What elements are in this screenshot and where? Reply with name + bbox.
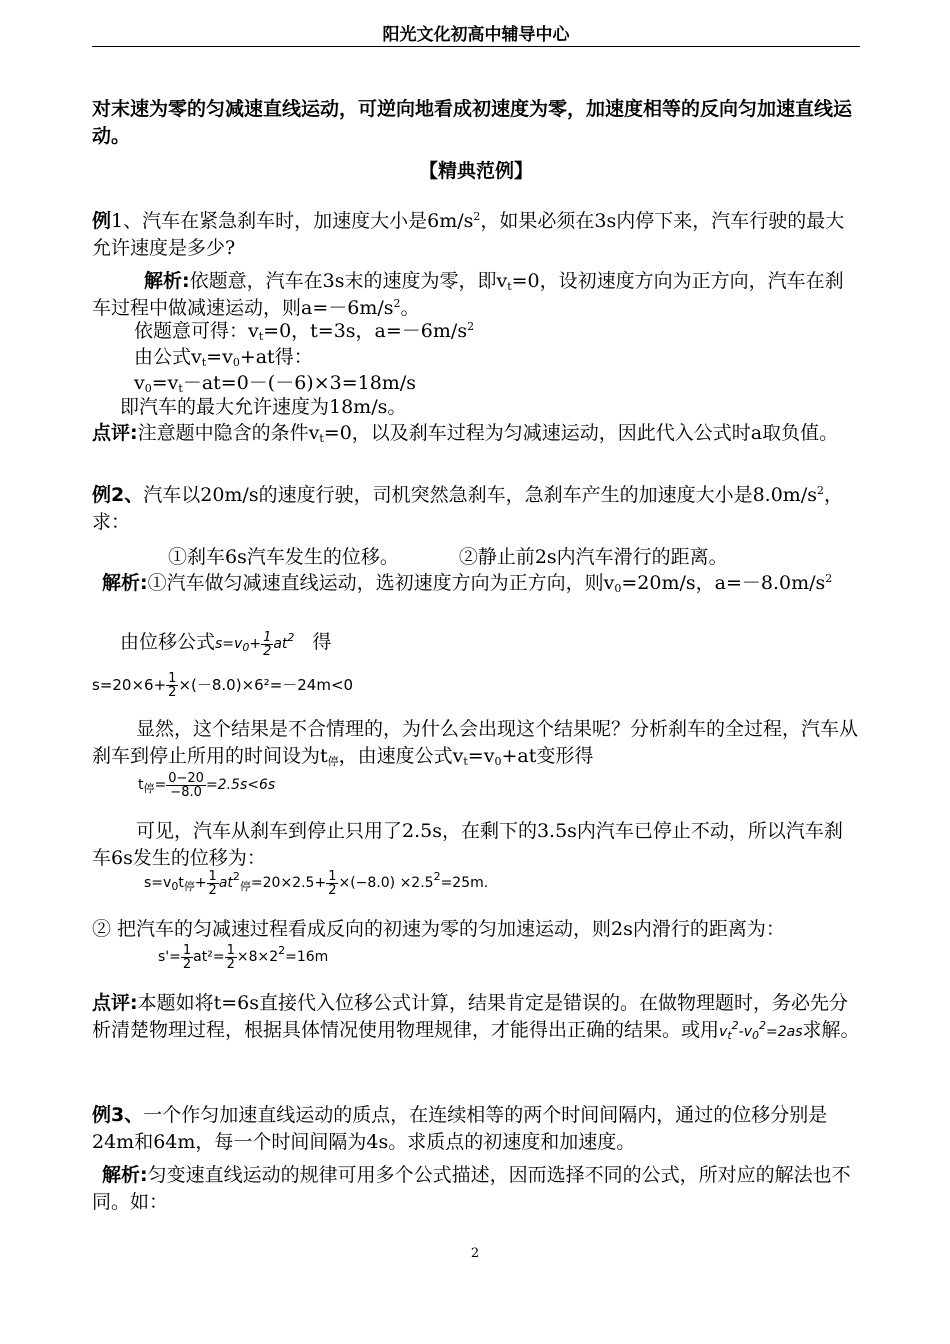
intro-paragraph: 对末速为零的匀减速直线运动，可逆向地看成初速度为零，加速度相等的反向匀加速直线运动。 bbox=[92, 98, 853, 147]
example-1-answer: 即汽车的最大允许速度为18m/s。 bbox=[120, 396, 407, 418]
example-1-label: 例 bbox=[92, 210, 112, 232]
example-2-paragraph-4: ② 把汽车的匀减速过程看成反向的初速为零的匀加速运动，则2s内滑行的距离为： bbox=[92, 918, 785, 940]
example-2-analysis: 显然，这个结果是不合情理的，为什么会出现这个结果呢？分析刹车的全过程，汽车从刹车到停止所用的时间设为$t_停$，由速度公式$v_t=v_0+at$变形得 bbox=[92, 718, 859, 768]
example-2-comment: 点评:本题如将t=6s直接代入位移公式计算，结果肯定是错误的。在做物理题时，务必先分析清楚物理过程，根据具体情况使用物理规律，才能得出正确的结果。或用$v_t^2-v_0^2=2as$求解。 bbox=[92, 992, 860, 1042]
example-1-solution: 解析:依题意，汽车在3s末的速度为零，即$v_t=0$，设初速度方向为正方向，汽车在刹车过程中做减速运动，则$a=-6m/s^2$。 bbox=[92, 270, 844, 319]
example-2-label: 例2、 bbox=[92, 484, 144, 506]
solution-label: 解析: bbox=[144, 270, 190, 292]
section-title: 【精典范例】 bbox=[418, 160, 533, 182]
equation-2: $t_停=$ $\frac{0-20}{-8.0}$ =2.5s<6s bbox=[138, 770, 276, 800]
displacement-formula-line: 由位移公式$s=v_0+$ $\frac{1}{2}$ $at^2$ 得 bbox=[120, 629, 332, 659]
example-3-label: 例3、 bbox=[92, 1104, 144, 1126]
example-2-question: 例2、汽车以20m/s的速度行驶，司机突然急刹车，急刹车产生的加速度大小是$8.0m/s^2$，求： bbox=[92, 484, 843, 533]
equation-4: s'= $\frac{1}{2}$ at²= $\frac{1}{2}$ $\times 8\times 2^2=16m$ bbox=[158, 942, 329, 972]
example-1-calculation: $v_0=v_t-at=0-(-6)\times 3=18m/s$ bbox=[134, 372, 416, 395]
example-2-subquestions bbox=[92, 544, 860, 571]
subquestion-1: ①刹车6s汽车发生的位移。 bbox=[168, 546, 399, 568]
comment-label: 点评: bbox=[92, 992, 138, 1014]
example-1-given: 依题意可得：$v_t=0$，t=3s，$a=-6m/s^2$ bbox=[134, 320, 475, 343]
displacement-formula: $s=v_0+$ $\frac{1}{2}$ $at^2$ bbox=[215, 629, 295, 659]
example-1-comment: 点评:注意题中隐含的条件$v_t=0$，以及刹车过程为匀减速运动，因此代入公式时a取负值。 bbox=[92, 422, 839, 445]
example-1-question: 例1、汽车在紧急刹车时，加速度大小是$6m/s^2$，如果必须在3s内停下来，汽车行驶的最大允许速度是多少? bbox=[92, 210, 845, 259]
solution-label: 解析: bbox=[102, 1164, 148, 1186]
example-2-solution: 解析:①汽车做匀减速直线运动，选初速度方向为正方向，则$v_0=20m/s$，$a=-8.0m/s^2$ bbox=[102, 572, 833, 595]
velocity-squared-formula: $v_t^2-v_0^2=2as$ bbox=[719, 1019, 803, 1042]
example-3-solution: 解析:匀变速直线运动的规律可用多个公式描述，因而选择不同的公式，所对应的解法也不同。如： bbox=[92, 1164, 851, 1213]
example-3-question: 例3、一个作匀加速直线运动的质点，在连续相等的两个时间间隔内，通过的位移分别是24m和64m，每一个时间间隔为4s。求质点的初速度和加速度。 bbox=[92, 1104, 828, 1153]
page-header: 阳光文化初高中辅导中心 bbox=[382, 25, 570, 45]
subquestion-2: ②静止前2s内汽车滑行的距离。 bbox=[458, 546, 728, 568]
example-2-paragraph-3: 可见，汽车从刹车到停止只用了2.5s，在剩下的3.5s内汽车已停止不动，所以汽车刹车6s发生的位移为： bbox=[92, 820, 843, 869]
equation-3: $s=v_0t_停+$ $\frac{1}{2}$ $at^2_停=20\times 2.5+$ $\frac{1}{2}$ $\times(-8.0) \times 2.5^2=25m$. bbox=[144, 868, 489, 898]
header-divider bbox=[92, 46, 860, 47]
example-1-formula: 由公式$v_t=v_0+at$得： bbox=[134, 346, 313, 369]
page-number: 2 bbox=[470, 1246, 480, 1261]
solution-label: 解析: bbox=[102, 572, 148, 594]
comment-label: 点评: bbox=[92, 422, 138, 444]
equation-1: s=20×6+ $\frac{1}{2}$ ×(－8.0)×6²=－24m<0 bbox=[92, 671, 354, 700]
